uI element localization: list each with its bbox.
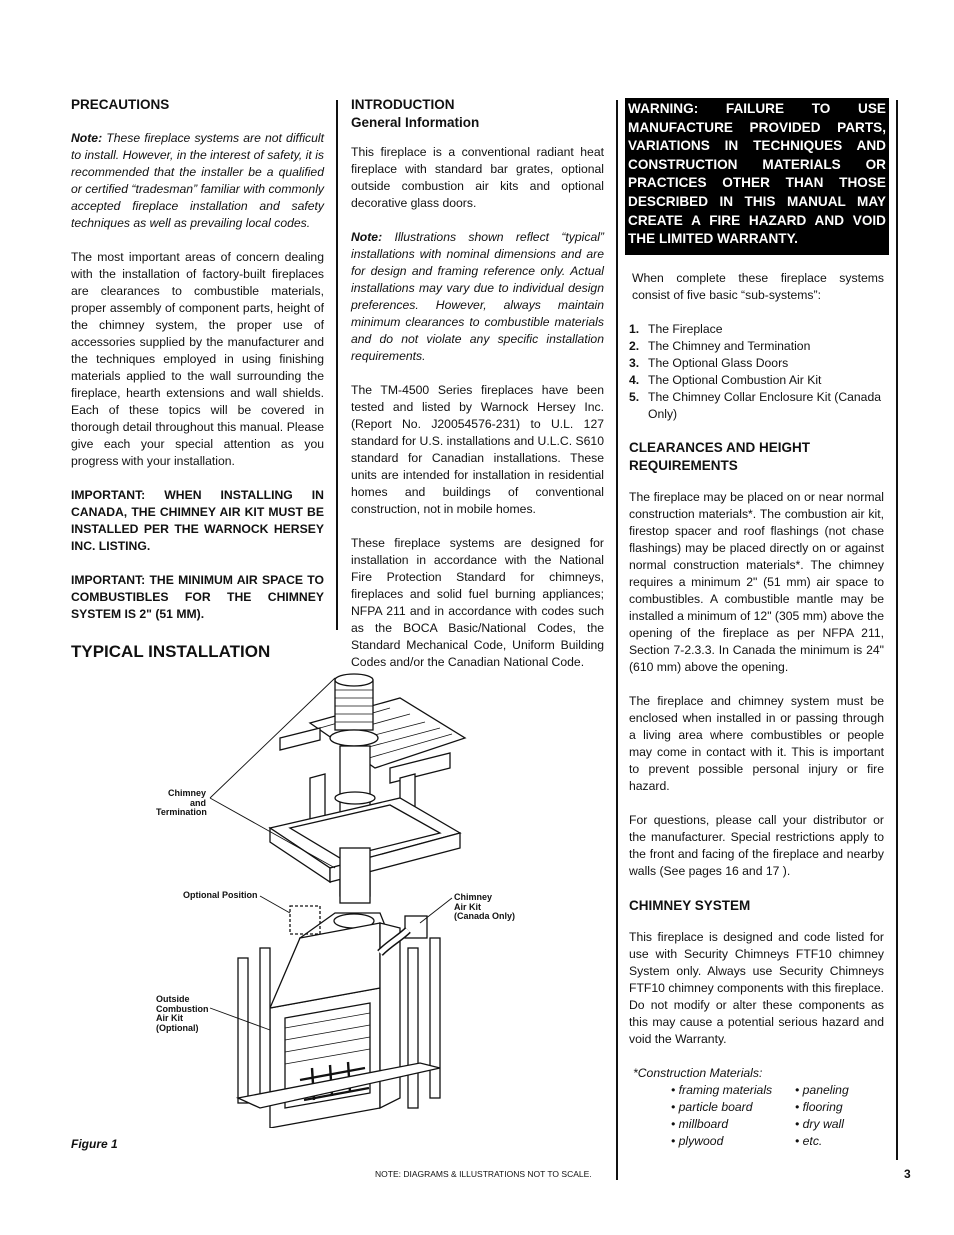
intro-paragraph-2: The TM-4500 Series fireplaces have been tested and listed by Warnock Hersey Inc. (Report No. J20054576-231) to U.L. 127 standard for U.S. installations and U.L.C. S610 standard for Canadian installations. These units are intended for installation in residential homes and buildings of conventional construction, not in mobile homes. [351, 383, 604, 516]
material-item: • framing materials [671, 1082, 773, 1097]
intro-paragraph-3: These fireplace systems are designed for installation in accordance with the National Fire Protection Standard for chimneys, fireplaces and solid fuel burning appliances; NFPA 211 and in accordance with codes such as the BOCA Basic/National Codes, the Standard Mechanical Code, Uniform Building Codes and/or the Canadian National Code. [351, 536, 604, 669]
item-number: 1. [629, 321, 640, 336]
material-item: • millboard [671, 1116, 729, 1131]
label-optional-position: Optional Position [183, 890, 258, 900]
subsystem-item [629, 389, 884, 423]
materials-title: *Construction Materials: [633, 1065, 763, 1080]
subsystems-intro: When complete these fireplace systems consist of five basic “sub-systems”: [632, 270, 884, 302]
item-text: The Optional Glass Doors [648, 355, 789, 370]
item-text: The Chimney Collar Enclosure Kit (Canada Only) [648, 389, 882, 421]
typical-installation-heading: TYPICAL INSTALLATION [71, 642, 271, 661]
precautions-column [71, 96, 324, 640]
clearances-paragraph-2: The fireplace and chimney system must be enclosed when installed in or passing through a living area where combustibles or people may come in contact with it. This is important to prevent possible personal injury or fire hazard. [629, 693, 884, 793]
materials-row [671, 1133, 849, 1150]
page-number: 3 [904, 1167, 911, 1181]
column-divider [336, 100, 338, 630]
fireplace-installation-diagram [150, 668, 530, 1128]
wall-framing-left [238, 958, 248, 1103]
material-item: • particle board [671, 1099, 753, 1114]
clearances-paragraph-1: The fireplace may be placed on or near normal construction materials*. The combustion air kit, firestop spacer and roof flashings (not chase flashings) may be placed directly on or against normal construction materials*. The chimney requires a minimum 2" (51 mm) air space to combustibles. A combustible mantle may be installed a minimum of 12" (305 mm) above the opening of the fireplace as per NFPA 211, Section 7-2.3.3. In Canada the minimum is 24" (610 mm) above the opening. [629, 489, 884, 674]
precautions-heading: PRECAUTIONS [71, 97, 170, 112]
materials-row [671, 1082, 849, 1099]
item-number: 5. [629, 389, 640, 404]
subsystems-list [629, 321, 884, 423]
material-item: • plywood [671, 1133, 724, 1148]
chimney-cap [335, 680, 373, 730]
intro-note [351, 229, 604, 365]
important-canada: IMPORTANT: WHEN INSTALLING IN CANADA, THE CHIMNEY AIR KIT MUST BE INSTALLED PER THE WARNOCK HERSEY INC. LISTING. [71, 488, 324, 553]
materials-table [671, 1082, 849, 1150]
subsystem-item [629, 355, 884, 372]
figure-caption: Figure 1 [71, 1137, 118, 1151]
intro-paragraph-1: This fireplace is a conventional radiant heat fireplace with standard bar grates, optional outside combustion air kits and optional decorative glass doors. [351, 145, 604, 210]
warning-box: WARNING: FAILURE TO USE MANUFACTURE PROVIDED PARTS, VARIATIONS IN TECHNIQUES AND CONSTRUCTION MATERIALS OR PRACTICES OTHER THAN THOSE DESCRIBED IN THIS MANUAL MAY CREATE A FIRE HAZARD AND VOID THE LIMITED WARRANTY. [625, 98, 889, 255]
subsystem-item [629, 372, 884, 389]
item-number: 3. [629, 355, 640, 370]
scale-note: NOTE: DIAGRAMS & ILLUSTRATIONS NOT TO SCALE. [375, 1169, 592, 1179]
general-info-subheading: General Information [351, 115, 480, 130]
item-text: The Fireplace [648, 321, 723, 336]
materials-row [671, 1099, 849, 1116]
label-chimney-termination: Chimney and Termination [156, 788, 207, 817]
note-label: Note: [71, 131, 103, 145]
item-number: 4. [629, 372, 640, 387]
construction-materials [633, 1065, 884, 1150]
item-text: The Chimney and Termination [648, 338, 811, 353]
material-item: • flooring [795, 1099, 843, 1114]
right-column [629, 96, 884, 1150]
label-chimney-air-kit: Chimney Air Kit (Canada Only) [454, 892, 516, 921]
column-divider [896, 100, 898, 1160]
introduction-heading: INTRODUCTION [351, 97, 455, 112]
label-outside-combustion: Outside Combustion Air Kit (Optional) [156, 994, 209, 1033]
introduction-column [351, 96, 604, 688]
clearances-paragraph-3: For questions, please call your distributor or the manufacturer. Special restrictions apply to the front and facing of the fireplace and nearby walls (See pages 16 and 17 ). [629, 812, 884, 878]
precautions-body: The most important areas of concern dealing with the installation of factory-built fireplaces are clearances to combustible materials, proper assembly of component parts, height of the chimney system, the proper use of accessories supplied by the manufacturer and the techniques employed in using finishing materials applied to the wall surrounding the fireplace, hearth extensions and wall shields. Each of these topics will be covered in thorough detail throughout this manual. Please give each your special attention as you progress with your installation. [71, 250, 324, 468]
note-text: These fireplace systems are not difficult to install. However, in the interest of safety, it is recommended that the installer be a qualified or certified “tradesman” familiar with commonly accepted fireplace installation and safety techniques as well as prevailing local codes. [71, 131, 324, 230]
note-text: Illustrations shown reflect “typical” installations with nominal dimensions and are for design and framing reference only. Actual installations may vary due to individual design preferences. However, always maintain minimum clearances to combustible materials and do not violate any specific installation requirements. [351, 230, 604, 363]
material-item: • etc. [795, 1133, 823, 1148]
precautions-note [71, 130, 324, 232]
chimney-system-paragraph: This fireplace is designed and code listed for use with Security Chimneys FTF10 chimney System only. Always use Security Chimneys FTF10 chimney components with this fireplace. Do not modify or alter these components as this may cause a potential serious hazard and void the Warranty. [629, 929, 884, 1046]
subsystem-item [629, 338, 884, 355]
note-label: Note: [351, 230, 383, 244]
chimney-system-heading: CHIMNEY SYSTEM [629, 897, 751, 913]
materials-row [671, 1116, 849, 1133]
clearances-heading: CLEARANCES AND HEIGHT REQUIREMENTS [629, 439, 811, 473]
wall-framing-right [408, 948, 418, 1108]
column-divider [616, 100, 618, 1180]
subsystem-item [629, 321, 884, 338]
important-air-space: IMPORTANT: THE MINIMUM AIR SPACE TO COMBUSTIBLES FOR THE CHIMNEY SYSTEM IS 2" (51 MM). [71, 573, 324, 621]
material-item: • dry wall [795, 1116, 844, 1131]
material-item: • paneling [795, 1082, 849, 1097]
item-text: The Optional Combustion Air Kit [648, 372, 822, 387]
item-number: 2. [629, 338, 640, 353]
